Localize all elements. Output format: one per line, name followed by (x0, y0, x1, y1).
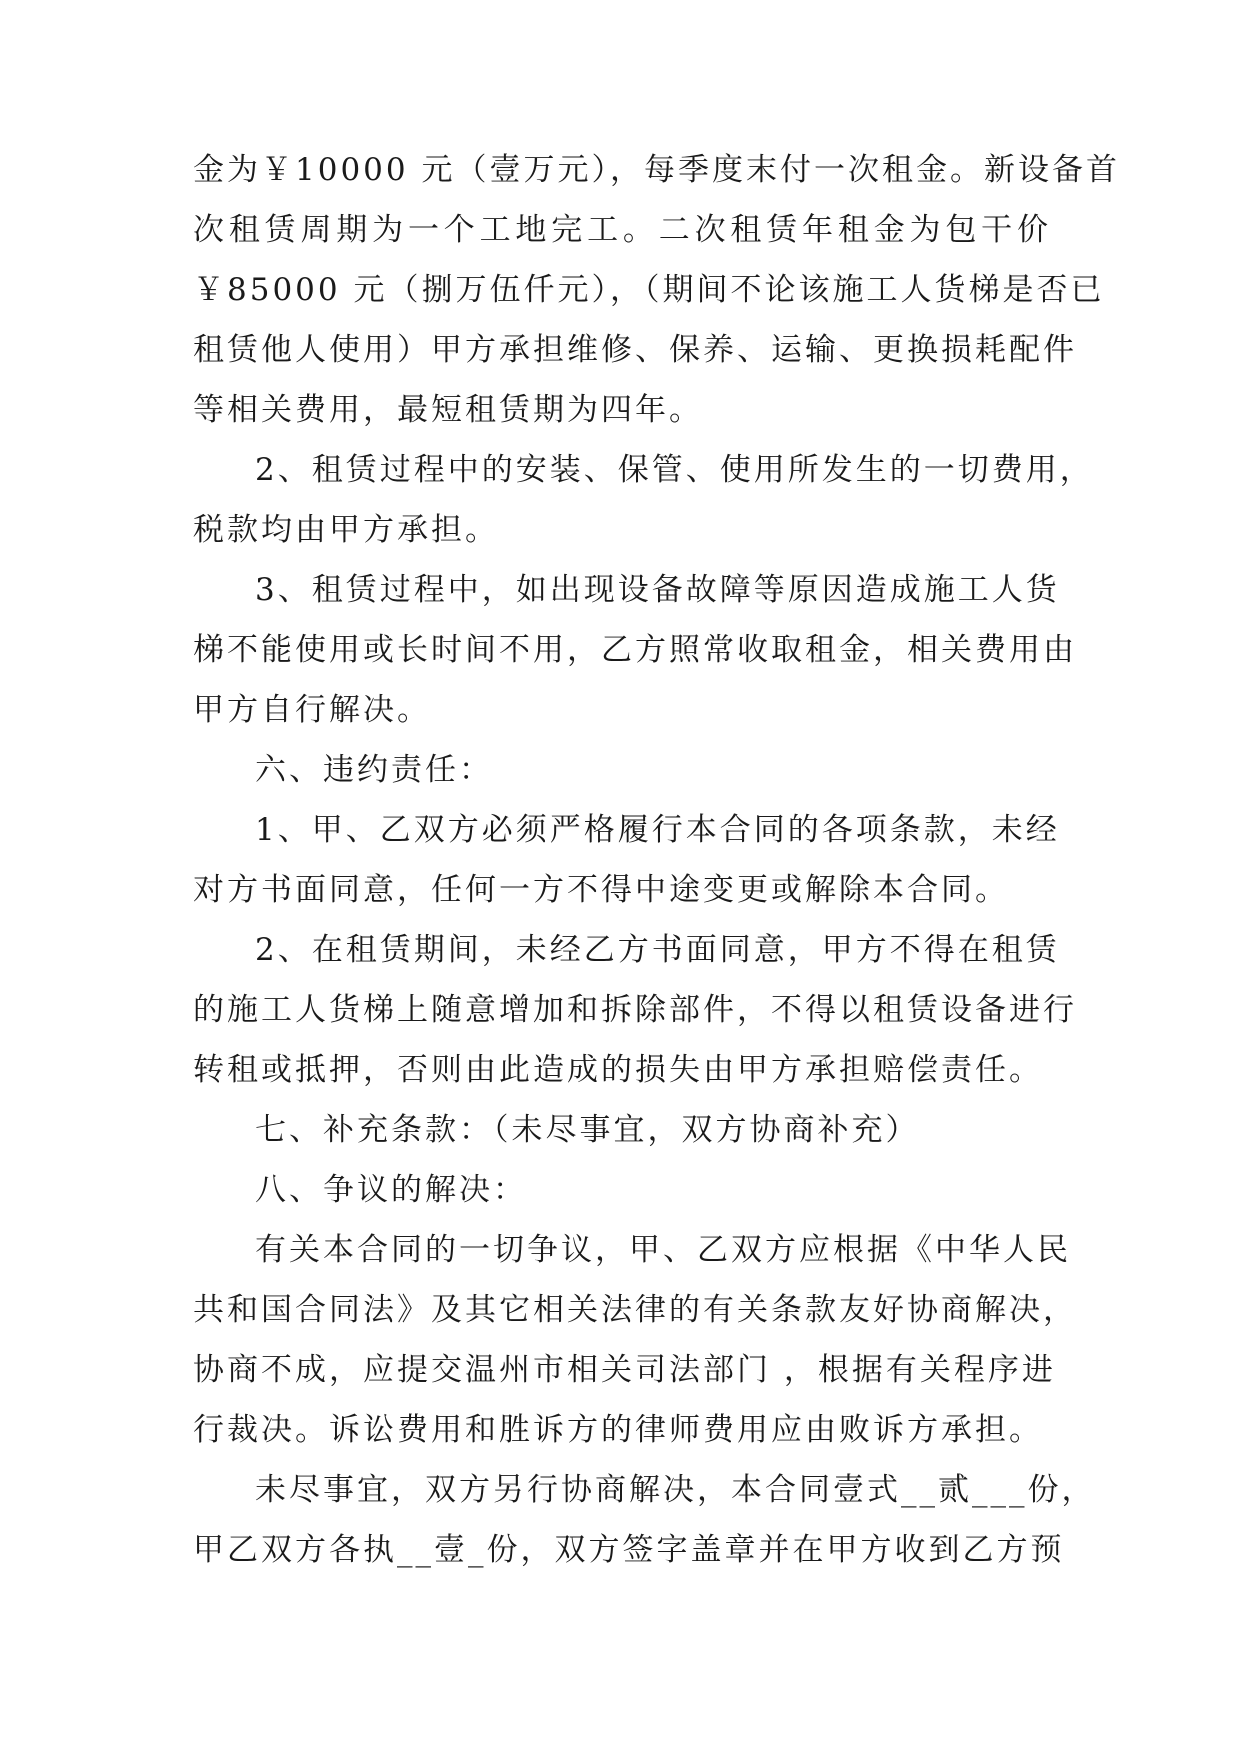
paragraph-rent-terms (193, 140, 1120, 440)
text-line: 租赁他人使用）甲方承担维修、保养、运输、更换损耗配件 (193, 332, 1077, 368)
section-heading-breach (193, 740, 1051, 800)
paragraph-breach-2 (193, 920, 1077, 1100)
text-line: 等相关费用，最短租赁期为四年。 (193, 392, 703, 428)
paragraph-clause-2-costs (193, 440, 1094, 560)
text-line: 次租赁周期为一个工地完工。二次租赁年租金为包干价 (193, 212, 1051, 248)
text-line: ￥85000 元（捌万伍仟元），（期间不论该施工人货梯是否已 (193, 272, 1105, 308)
section-heading-disputes (193, 1160, 1051, 1220)
document-page (193, 140, 1120, 1580)
text-line: 共和国合同法》及其它相关法律的有关条款友好协商解决， (193, 1292, 1077, 1328)
text-line: 税款均由甲方承担。 (193, 512, 499, 548)
text-line: 协商不成，应提交温州市相关司法部门 ，根据有关程序进 (193, 1352, 1056, 1388)
text-line: 的施工人货梯上随意增加和拆除部件，不得以租赁设备进行 (193, 992, 1077, 1028)
text-line: 甲乙双方各执__壹_份，双方签字盖章并在甲方收到乙方预 (193, 1532, 1065, 1568)
section-heading: 六、违约责任： (255, 752, 493, 788)
paragraph-breach-1 (193, 800, 1060, 920)
text-line: 梯不能使用或长时间不用，乙方照常收取租金，相关费用由 (193, 632, 1077, 668)
text-line: 2、租赁过程中的安装、保管、使用所发生的一切费用， (255, 452, 1094, 488)
text-line: 未尽事宜，双方另行协商解决，本合同壹式__贰___份， (255, 1472, 1096, 1508)
section-heading: 七、补充条款：（未尽事宜，双方协商补充） (255, 1112, 920, 1148)
text-line: 甲方自行解决。 (193, 692, 431, 728)
text-line: 行裁决。诉讼费用和胜诉方的律师费用应由败诉方承担。 (193, 1412, 1043, 1448)
text-line: 对方书面同意，任何一方不得中途变更或解除本合同。 (193, 872, 1009, 908)
paragraph-clause-3-fault (193, 560, 1077, 740)
section-heading: 八、争议的解决： (255, 1172, 527, 1208)
paragraph-copies (193, 1460, 1096, 1580)
paragraph-dispute-resolution (193, 1220, 1077, 1460)
text-line: 1、甲、乙双方必须严格履行本合同的各项条款，未经 (255, 812, 1060, 848)
text-line: 转租或抵押，否则由此造成的损失由甲方承担赔偿责任。 (193, 1052, 1043, 1088)
text-line: 有关本合同的一切争议，甲、乙双方应根据《中华人民 (255, 1232, 1071, 1268)
text-line: 金为￥10000 元（壹万元），每季度末付一次租金。新设备首 (193, 152, 1120, 188)
text-line: 2、在租赁期间，未经乙方书面同意，甲方不得在租赁 (255, 932, 1060, 968)
section-heading-supplementary (193, 1100, 1051, 1160)
text-line: 3、租赁过程中，如出现设备故障等原因造成施工人货 (255, 572, 1060, 608)
